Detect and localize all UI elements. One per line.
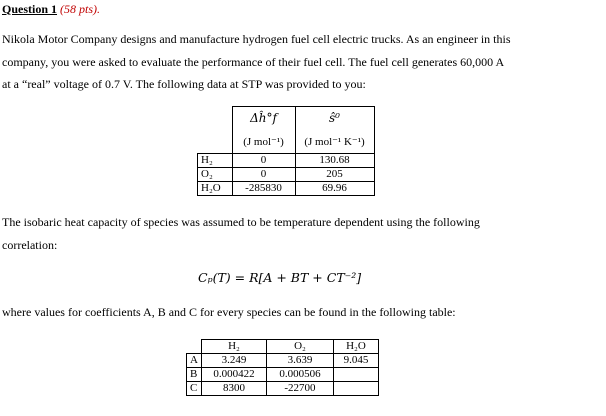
h2o-cell: [333, 368, 378, 382]
question-title: [2, 2, 100, 17]
species-cell: H₂O: [198, 182, 233, 196]
dh-cell: 0: [232, 168, 295, 182]
intro-paragraph: [2, 28, 511, 96]
dh-cell: 0: [232, 154, 295, 168]
h2-cell: 8300: [201, 382, 266, 396]
table-row: [198, 168, 375, 182]
intro-line-2: company, you were asked to evaluate the performance of their fuel cell. The fuel cell generates 60,000 A: [2, 54, 505, 69]
species-cell: O₂: [198, 168, 233, 182]
s-cell: 130.68: [295, 154, 374, 168]
o2-cell: -22700: [266, 382, 333, 396]
table-row: [187, 368, 379, 382]
table-row: [198, 182, 375, 196]
o2-cell: 3.639: [266, 354, 333, 368]
h2o-cell: [333, 382, 378, 396]
isobaric-line-1: The isobaric heat capacity of species was assumed to be temperature dependent using the following: [2, 215, 480, 229]
coefficient-table: [186, 339, 379, 396]
h2o-cell: 9.045: [333, 354, 378, 368]
question-points: (58 pts).: [60, 2, 101, 16]
coef-cell: B: [187, 368, 202, 382]
h2-header: H₂: [201, 340, 266, 354]
dh-units: (J mol⁻¹): [232, 131, 295, 154]
question-label: Question 1: [2, 2, 58, 16]
h2o-header: H₂O: [333, 340, 378, 354]
intro-line-1: Nikola Motor Company designs and manufacture hydrogen fuel cell electric trucks. As an engineer in this: [2, 32, 511, 46]
o2-header: O₂: [266, 340, 333, 354]
s-symbol: ŝ⁰: [329, 111, 340, 125]
dh-header: [232, 107, 295, 132]
where-text: where values for coefficients A, B and C for every species can be found in the following table:: [2, 305, 456, 319]
dh-cell: -285830: [232, 182, 295, 196]
heat-capacity-equation: Cₚ(T) = R[A + BT + CT⁻²]: [198, 270, 362, 285]
thermo-data-table: [197, 106, 375, 196]
coef-cell: C: [187, 382, 202, 396]
isobaric-paragraph: [2, 211, 480, 256]
table-row: [198, 154, 375, 168]
s-units: (J mol⁻¹ K⁻¹): [295, 131, 374, 154]
coef-cell: A: [187, 354, 202, 368]
isobaric-line-2: correlation:: [2, 237, 58, 252]
o2-cell: 0.000506: [266, 368, 333, 382]
table-row: [187, 354, 379, 368]
s-cell: 69.96: [295, 182, 374, 196]
s-cell: 205: [295, 168, 374, 182]
dh-symbol: Δĥ°f: [250, 111, 277, 125]
intro-line-3: at a “real” voltage of 0.7 V. The following data at STP was provided to you:: [2, 77, 366, 91]
h2-cell: 0.000422: [201, 368, 266, 382]
s-header: [295, 107, 374, 132]
h2-cell: 3.249: [201, 354, 266, 368]
table-row: [187, 382, 379, 396]
species-cell: H₂: [198, 154, 233, 168]
